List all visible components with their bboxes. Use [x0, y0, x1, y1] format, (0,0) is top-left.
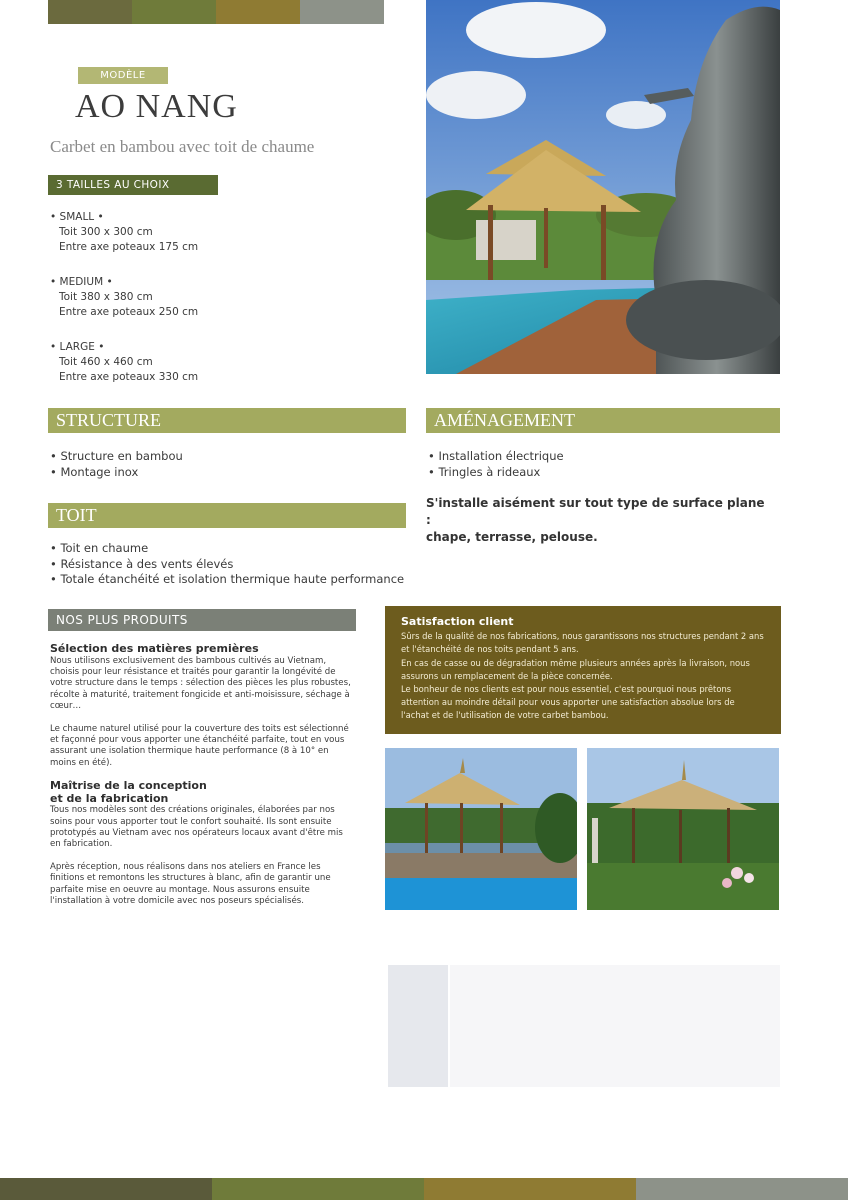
sizes-list	[50, 210, 198, 405]
size-name: • SMALL •	[50, 211, 104, 223]
surface-note-line-1: S'installe aisément sur tout type de surface plane :	[426, 496, 765, 527]
satisfaction-paragraph-3: Le bonheur de nos clients est pour nous essentiel, c'est pourquoi nous prêtons attention au moindre détail pour vous apporter une satisfaction absolue lors de l'achat et de l'utilisation de votre carbet bambou.	[401, 684, 735, 721]
size-axis: Entre axe poteaux 175 cm	[59, 241, 199, 253]
amenagement-header: AMÉNAGEMENT	[426, 408, 780, 433]
produits-paragraph-1: Nous utilisons exclusivement des bambous cultivés au Vietnam, choisis pour leur résistance et traités pour garantir la longévité de votre structure dans le temps : sélection des pièces les plus robustes, récolte à maturité, traitement fongicide et anti-moisissure, séchage à cœur…	[50, 655, 351, 712]
produits-paragraph-4: Après réception, nous réalisons dans nos ateliers en France les finitions et remontons les structures à blanc, afin de garantir une parfaite mise en oeuvre au montage. Nous assurons ensuite l'installation à votre domicile avec nos poseurs spécialisés.	[50, 861, 331, 906]
list-item: • Résistance à des vents élevés	[50, 557, 404, 573]
produits-heading-2b: et de la fabrication	[50, 791, 169, 805]
list-item: • Totale étanchéité et isolation thermique haute performance	[50, 572, 404, 588]
satisfaction-paragraph-1: Sûrs de la qualité de nos fabrications, nous garantissons nos structures pendant 2 ans et l'étanchéité de nos toits pendant 5 ans.	[401, 631, 764, 655]
bottom-bar-seg-1	[0, 1178, 212, 1200]
size-name: • LARGE •	[50, 341, 105, 353]
produits-header: NOS PLUS PRODUITS	[48, 609, 356, 631]
size-axis: Entre axe poteaux 330 cm	[59, 371, 199, 383]
produits-paragraph-3: Tous nos modèles sont des créations originales, élaborées par nos soins pour vous apporter tout le confort souhaité. Ils sont ensuite prototypés au Vietnam avec nos opérateurs locaux avant d'être mis en fabrication.	[50, 805, 343, 850]
satisfaction-title: Satisfaction client	[401, 615, 514, 628]
produits-paragraph-2: Le chaume naturel utilisé pour la couverture des toits est sélectionné et façonné pour vous apporter une étanchéité parfaite, tout en vous assurant une isolation thermique haute performance (8 à 10° en moins en été).	[50, 723, 349, 768]
size-roof: Toit 380 x 380 cm	[59, 291, 153, 303]
produits-text	[50, 643, 356, 918]
structure-header: STRUCTURE	[48, 408, 406, 433]
top-bar-seg-1	[48, 0, 132, 24]
produits-heading-2a: Maîtrise de la conception	[50, 779, 207, 793]
size-roof: Toit 300 x 300 cm	[59, 226, 153, 238]
size-large	[50, 340, 198, 385]
list-item: • Structure en bambou	[50, 448, 183, 464]
top-bar-seg-2	[132, 0, 216, 24]
top-bar-seg-4	[300, 0, 384, 24]
size-roof: Toit 460 x 460 cm	[59, 356, 153, 368]
list-item: • Montage inox	[50, 464, 183, 480]
satisfaction-paragraph-2: En cas de casse ou de dégradation même plusieurs années après la livraison, nous assurons un remplacement de la pièce concernée.	[401, 657, 750, 681]
surface-note	[426, 495, 766, 546]
sizes-header: 3 TAILLES AU CHOIX	[48, 175, 218, 195]
size-medium	[50, 275, 198, 320]
hero-photo	[426, 0, 780, 374]
toit-header: TOIT	[48, 503, 406, 528]
page-title: AO NANG	[75, 88, 238, 125]
bottom-color-bar	[0, 1178, 848, 1200]
bottom-bar-seg-3	[424, 1178, 636, 1200]
structure-list	[50, 448, 183, 480]
model-tag: MODÈLE	[78, 67, 168, 84]
bottom-bar-seg-4	[636, 1178, 848, 1200]
surface-note-line-2: chape, terrasse, pelouse.	[426, 530, 598, 544]
bottom-bar-seg-2	[212, 1178, 424, 1200]
list-item: • Installation électrique	[428, 448, 564, 464]
page-subtitle: Carbet en bambou avec toit de chaume	[50, 137, 315, 156]
size-name: • MEDIUM •	[50, 276, 113, 288]
gazebo-garden-photo	[587, 748, 779, 910]
list-item: • Toit en chaume	[50, 541, 404, 557]
top-bar-seg-3	[216, 0, 300, 24]
faded-panel-right	[450, 965, 780, 1087]
top-color-bar	[48, 0, 384, 24]
gazebo-pool-photo	[385, 748, 577, 910]
list-item: • Tringles à rideaux	[428, 464, 564, 480]
size-small	[50, 210, 198, 255]
size-axis: Entre axe poteaux 250 cm	[59, 306, 199, 318]
satisfaction-box	[385, 606, 781, 734]
amenagement-list	[428, 448, 564, 480]
toit-list	[50, 541, 404, 588]
produits-heading-1: Sélection des matières premières	[50, 642, 259, 655]
faded-panel-left	[388, 965, 448, 1087]
